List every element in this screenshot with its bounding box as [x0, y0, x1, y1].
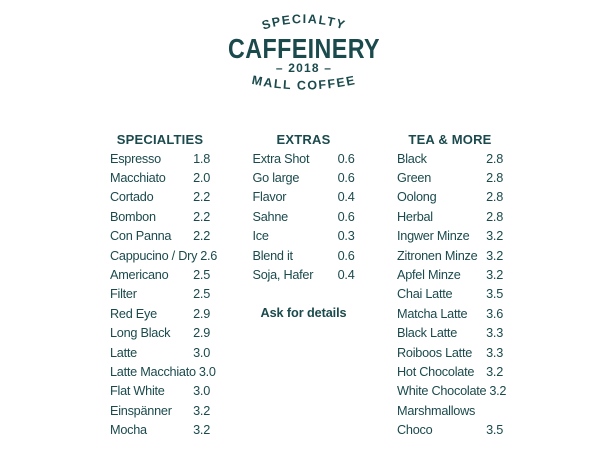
- item-price: 3.3: [486, 326, 503, 341]
- menu-item-row: [110, 420, 210, 439]
- item-label: Einspänner: [110, 403, 172, 418]
- item-price: 3.5: [486, 423, 503, 438]
- item-price: 3.0: [198, 364, 216, 379]
- item-price: 0.6: [337, 209, 355, 224]
- column-specialties: [110, 131, 218, 440]
- column-rows: [253, 149, 355, 285]
- menu-item-row: [110, 362, 216, 381]
- item-price: 2.8: [486, 171, 503, 186]
- item-price: 3.5: [486, 287, 503, 302]
- item-price: 2.5: [193, 287, 210, 302]
- item-price: 0.6: [337, 171, 355, 186]
- logo-specialty-text: SPECIALTY: [260, 11, 348, 33]
- item-label: Zitronen Minze: [397, 248, 478, 263]
- item-label: Flat White: [110, 384, 165, 399]
- item-label: Americano: [110, 268, 169, 283]
- item-label: Cortado: [110, 190, 154, 205]
- item-label: Latte Macchiato: [110, 364, 196, 379]
- menu-item-row: [110, 382, 210, 401]
- item-label: Chai Latte: [397, 287, 453, 302]
- item-price: 0.4: [337, 190, 355, 205]
- menu-item-row: [110, 168, 210, 187]
- menu-item-row: [397, 324, 503, 343]
- menu-item-row: [110, 246, 218, 265]
- menu-item-row: [253, 168, 355, 187]
- item-label: Filter: [110, 287, 137, 302]
- menu-item-row: [110, 285, 210, 304]
- item-label: Hot Chocolate: [397, 364, 475, 379]
- item-price: 3.0: [193, 384, 210, 399]
- menu-item-row: [397, 246, 503, 265]
- logo-mall-coffee-text: MALL COFFEE: [250, 72, 358, 93]
- item-label: Sahne: [252, 209, 288, 224]
- item-label: Ice: [252, 229, 269, 244]
- item-label: Bombon: [110, 209, 156, 224]
- item-label: Oolong: [397, 190, 437, 205]
- item-price: 3.6: [486, 306, 503, 321]
- menu-item-row: [397, 227, 503, 246]
- ask-for-details-note: Ask for details: [260, 306, 347, 321]
- menu-item-row: [110, 401, 210, 420]
- item-label: Black Latte: [397, 326, 458, 341]
- column-rows: [397, 149, 507, 440]
- item-label: Extra Shot: [252, 151, 310, 166]
- item-label: Con Panna: [110, 229, 172, 244]
- menu-item-row: [397, 343, 503, 362]
- item-label: Black: [397, 151, 427, 166]
- menu-item-row: [397, 149, 503, 168]
- menu-item-row: [253, 188, 355, 207]
- menu-item-row: [397, 401, 503, 420]
- item-price: 2.9: [193, 326, 210, 341]
- item-label: Roiboos Latte: [397, 345, 473, 360]
- item-price: 3.0: [193, 345, 210, 360]
- menu-item-row: [397, 265, 503, 284]
- menu-item-row: [397, 168, 503, 187]
- item-label: Red Eye: [110, 306, 157, 321]
- menu-item-row: [397, 285, 503, 304]
- menu-item-row: [253, 149, 355, 168]
- item-price: 3.2: [193, 403, 210, 418]
- menu-item-row: [397, 362, 503, 381]
- menu-item-row: [110, 188, 210, 207]
- logo-arc-top-text: [260, 12, 347, 33]
- item-price: 2.0: [193, 171, 210, 186]
- item-label: Green: [397, 171, 432, 186]
- item-label: Macchiato: [110, 171, 166, 186]
- item-label: White Chocolate: [397, 384, 487, 399]
- item-label: Go large: [252, 171, 300, 186]
- column-header-extras: EXTRAS: [276, 132, 331, 147]
- menu-item-row: [110, 265, 210, 284]
- caffeinery-logo-badge: [184, 4, 424, 108]
- menu-item-row: [253, 246, 355, 265]
- item-price: 0.4: [337, 268, 355, 283]
- menu-item-row: [110, 343, 210, 362]
- item-price: 2.2: [193, 209, 210, 224]
- column-extras: [253, 131, 355, 440]
- item-label: Long Black: [110, 326, 171, 341]
- item-price: 3.2: [489, 384, 507, 399]
- item-price: 3.2: [193, 423, 210, 438]
- item-label: Soja, Hafer: [252, 268, 314, 283]
- logo-arc-bottom-text: [251, 73, 358, 93]
- item-price: 2.5: [193, 268, 210, 283]
- item-label: Flavor: [252, 190, 287, 205]
- item-price: 3.2: [486, 248, 503, 263]
- item-label: Herbal: [397, 209, 433, 224]
- item-price: 0.6: [337, 151, 355, 166]
- column-header-tea-and-more: TEA & MORE: [408, 132, 492, 147]
- menu-item-row: [110, 227, 210, 246]
- item-price: 3.3: [486, 345, 503, 360]
- item-price: 0.6: [337, 248, 355, 263]
- column-header-specialties: SPECIALTIES: [116, 132, 204, 147]
- item-price: 2.8: [486, 190, 503, 205]
- menu-item-row: [253, 265, 355, 284]
- item-price: 2.6: [200, 248, 218, 263]
- menu-item-row: [253, 207, 355, 226]
- menu-item-row: [110, 324, 210, 343]
- menu-item-row: [110, 304, 210, 323]
- item-price: 3.2: [486, 268, 503, 283]
- item-price: 2.2: [193, 229, 210, 244]
- item-label: Mocha: [110, 423, 147, 438]
- item-price: 1.8: [193, 151, 210, 166]
- item-label: Espresso: [110, 151, 161, 166]
- item-price: 2.2: [193, 190, 210, 205]
- item-price: 2.8: [486, 151, 503, 166]
- item-label: Marshmallows: [397, 403, 476, 418]
- item-label: Blend it: [252, 248, 293, 263]
- column-rows: [110, 149, 218, 440]
- item-label: Ingwer Minze: [397, 229, 470, 244]
- menu-item-row: [397, 207, 503, 226]
- menu-item-row: [253, 227, 355, 246]
- menu-item-row: [397, 188, 503, 207]
- item-label: Choco: [397, 423, 433, 438]
- item-price: 2.8: [486, 209, 503, 224]
- logo-year-text: – 2018 –: [275, 61, 333, 75]
- column-tea-and-more: [397, 131, 507, 440]
- item-price: 0.3: [337, 229, 355, 244]
- menu: [110, 131, 507, 440]
- item-price: 3.2: [486, 229, 503, 244]
- logo-title-text: CAFFEINERY: [228, 33, 380, 64]
- item-label: Cappucino / Dry: [110, 248, 198, 263]
- menu-item-row: [397, 382, 507, 401]
- menu-item-row: [397, 304, 503, 323]
- item-price: 3.2: [486, 364, 503, 379]
- item-price: 2.9: [193, 306, 210, 321]
- item-label: Latte: [110, 345, 137, 360]
- menu-item-row: [397, 420, 503, 439]
- item-label: Apfel Minze: [397, 268, 461, 283]
- menu-item-row: [110, 149, 210, 168]
- menu-item-row: [110, 207, 210, 226]
- item-label: Matcha Latte: [397, 306, 468, 321]
